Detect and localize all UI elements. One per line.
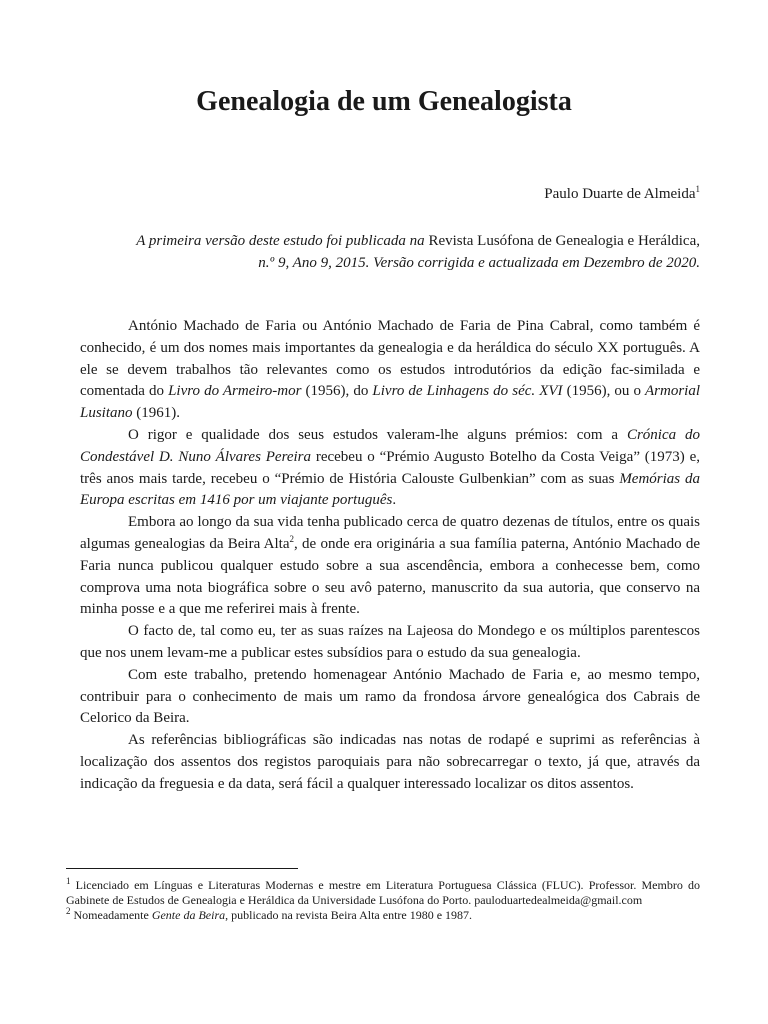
- publication-note: [100, 230, 700, 274]
- footnote-1: [66, 878, 700, 908]
- paragraph-text: António Machado de Faria ou António Machado de Faria de Pina Cabral, como também é conhecido, é um dos nomes mais importantes da genealogia e da heráldica do século XX português. A ele se devem trabalhos tão relevantes como os estudos introdutórios da edição fac-similada e comentada do: [80, 318, 700, 400]
- document-title: Genealogia de um Genealogista: [196, 86, 572, 117]
- publication-note-journal: Revista Lusófona de Genealogia e Heráldica: [424, 233, 697, 249]
- footnote-2: [66, 908, 700, 923]
- paragraph-1: [80, 316, 700, 425]
- footnote-mark: 2: [66, 906, 71, 916]
- author-footnote-mark: 1: [695, 184, 700, 194]
- book-title: Livro do Armeiro-mor: [168, 383, 302, 400]
- body-text: [80, 316, 700, 796]
- paragraph-text: (1961).: [132, 405, 181, 422]
- paragraph-text: Embora ao longo da sua vida tenha publicado cerca de quatro dezenas de títulos, entre os quais algumas genealogias da Beira Alta: [80, 514, 700, 552]
- book-title: Livro de Linhagens do séc. XVI: [372, 383, 563, 400]
- author-name: Paulo Duarte de Almeida: [544, 186, 696, 202]
- footnotes: [66, 878, 700, 923]
- paragraph-text: O rigor e qualidade dos seus estudos valeram-lhe alguns prémios: com a: [128, 426, 627, 443]
- footnote-separator: [66, 868, 298, 869]
- publication-note-intro: A primeira versão deste estudo foi publicada na: [136, 233, 425, 249]
- publication-note-details: n.º 9, Ano 9, 2015. Versão corrigida e actualizada em Dezembro de 2020.: [258, 255, 700, 271]
- publication-note-comma: ,: [696, 233, 700, 249]
- footnote-text: , publicado na revista Beira Alta entre 1980 e 1987.: [225, 908, 473, 922]
- book-title: Gente da Beira: [151, 908, 226, 922]
- paragraph-text: (1956), ou o: [562, 383, 645, 400]
- footnote-text: Nomeadamente: [70, 908, 152, 922]
- author-line: [544, 186, 700, 203]
- paragraph-2: [80, 425, 700, 512]
- book-title: Crónica do Condestável D. Nuno Álvares Pereira: [80, 426, 701, 465]
- footnote-text: Licenciado em Línguas e Literaturas Modernas e mestre em Literatura Portuguesa Clássica (FLUC). Professor. Membro do Gabinete de Estudos de Genealogia e Heráldica da Universidade Lusófona do Porto. pauloduartedealmeida@gmail.com: [66, 878, 700, 907]
- paragraph-text: .: [392, 492, 397, 509]
- paragraph-6: As referências bibliográficas são indicadas nas notas de rodapé e suprimi as referências à localização dos assentos dos registos paroquiais para não sobrecarregar o texto, já que, através da indicação da freguesia e da data, será fácil a qualquer interessado localizar os ditos assentos.: [80, 732, 700, 792]
- footnote-mark: 2: [289, 533, 295, 544]
- publication-note-line-1: [100, 230, 700, 252]
- publication-note-line-2: [100, 252, 700, 274]
- footnote-mark: 1: [66, 876, 71, 886]
- paragraph-text: (1956), do: [301, 383, 373, 400]
- paragraph-text: recebeu o “Prémio Augusto Botelho da Costa Veiga” (1973) e, três anos mais tarde, recebeu o “Prémio de História Calouste Gulbenkian” com as suas: [80, 448, 701, 487]
- paragraph-4: O facto de, tal como eu, ter as suas raízes na Lajeosa do Mondego e os múltiplos parentescos que nos unem levam-me a publicar estes subsídios para o estudo da sua genealogia.: [80, 623, 700, 661]
- book-title: Armorial Lusitano: [80, 383, 701, 422]
- paragraph-text: , de onde era originária a sua família paterna, António Machado de Faria nunca publicou qualquer estudo sobre a sua ascendência, embora a conhecesse bem, como comprova uma nota biográfica sobre o seu avô paterno, manuscrito da sua autoria, que conservo na minha posse e a que me referirei mais à frente.: [80, 535, 700, 618]
- paragraph-3: [80, 512, 700, 621]
- paragraph-5: Com este trabalho, pretendo homenagear António Machado de Faria e, ao mesmo tempo, contribuir para o conhecimento de mais um ramo da frondosa árvore genealógica dos Cabrais de Celorico da Beira.: [80, 666, 700, 727]
- book-title: Memórias da Europa escritas em 1416 por um viajante português: [80, 470, 701, 509]
